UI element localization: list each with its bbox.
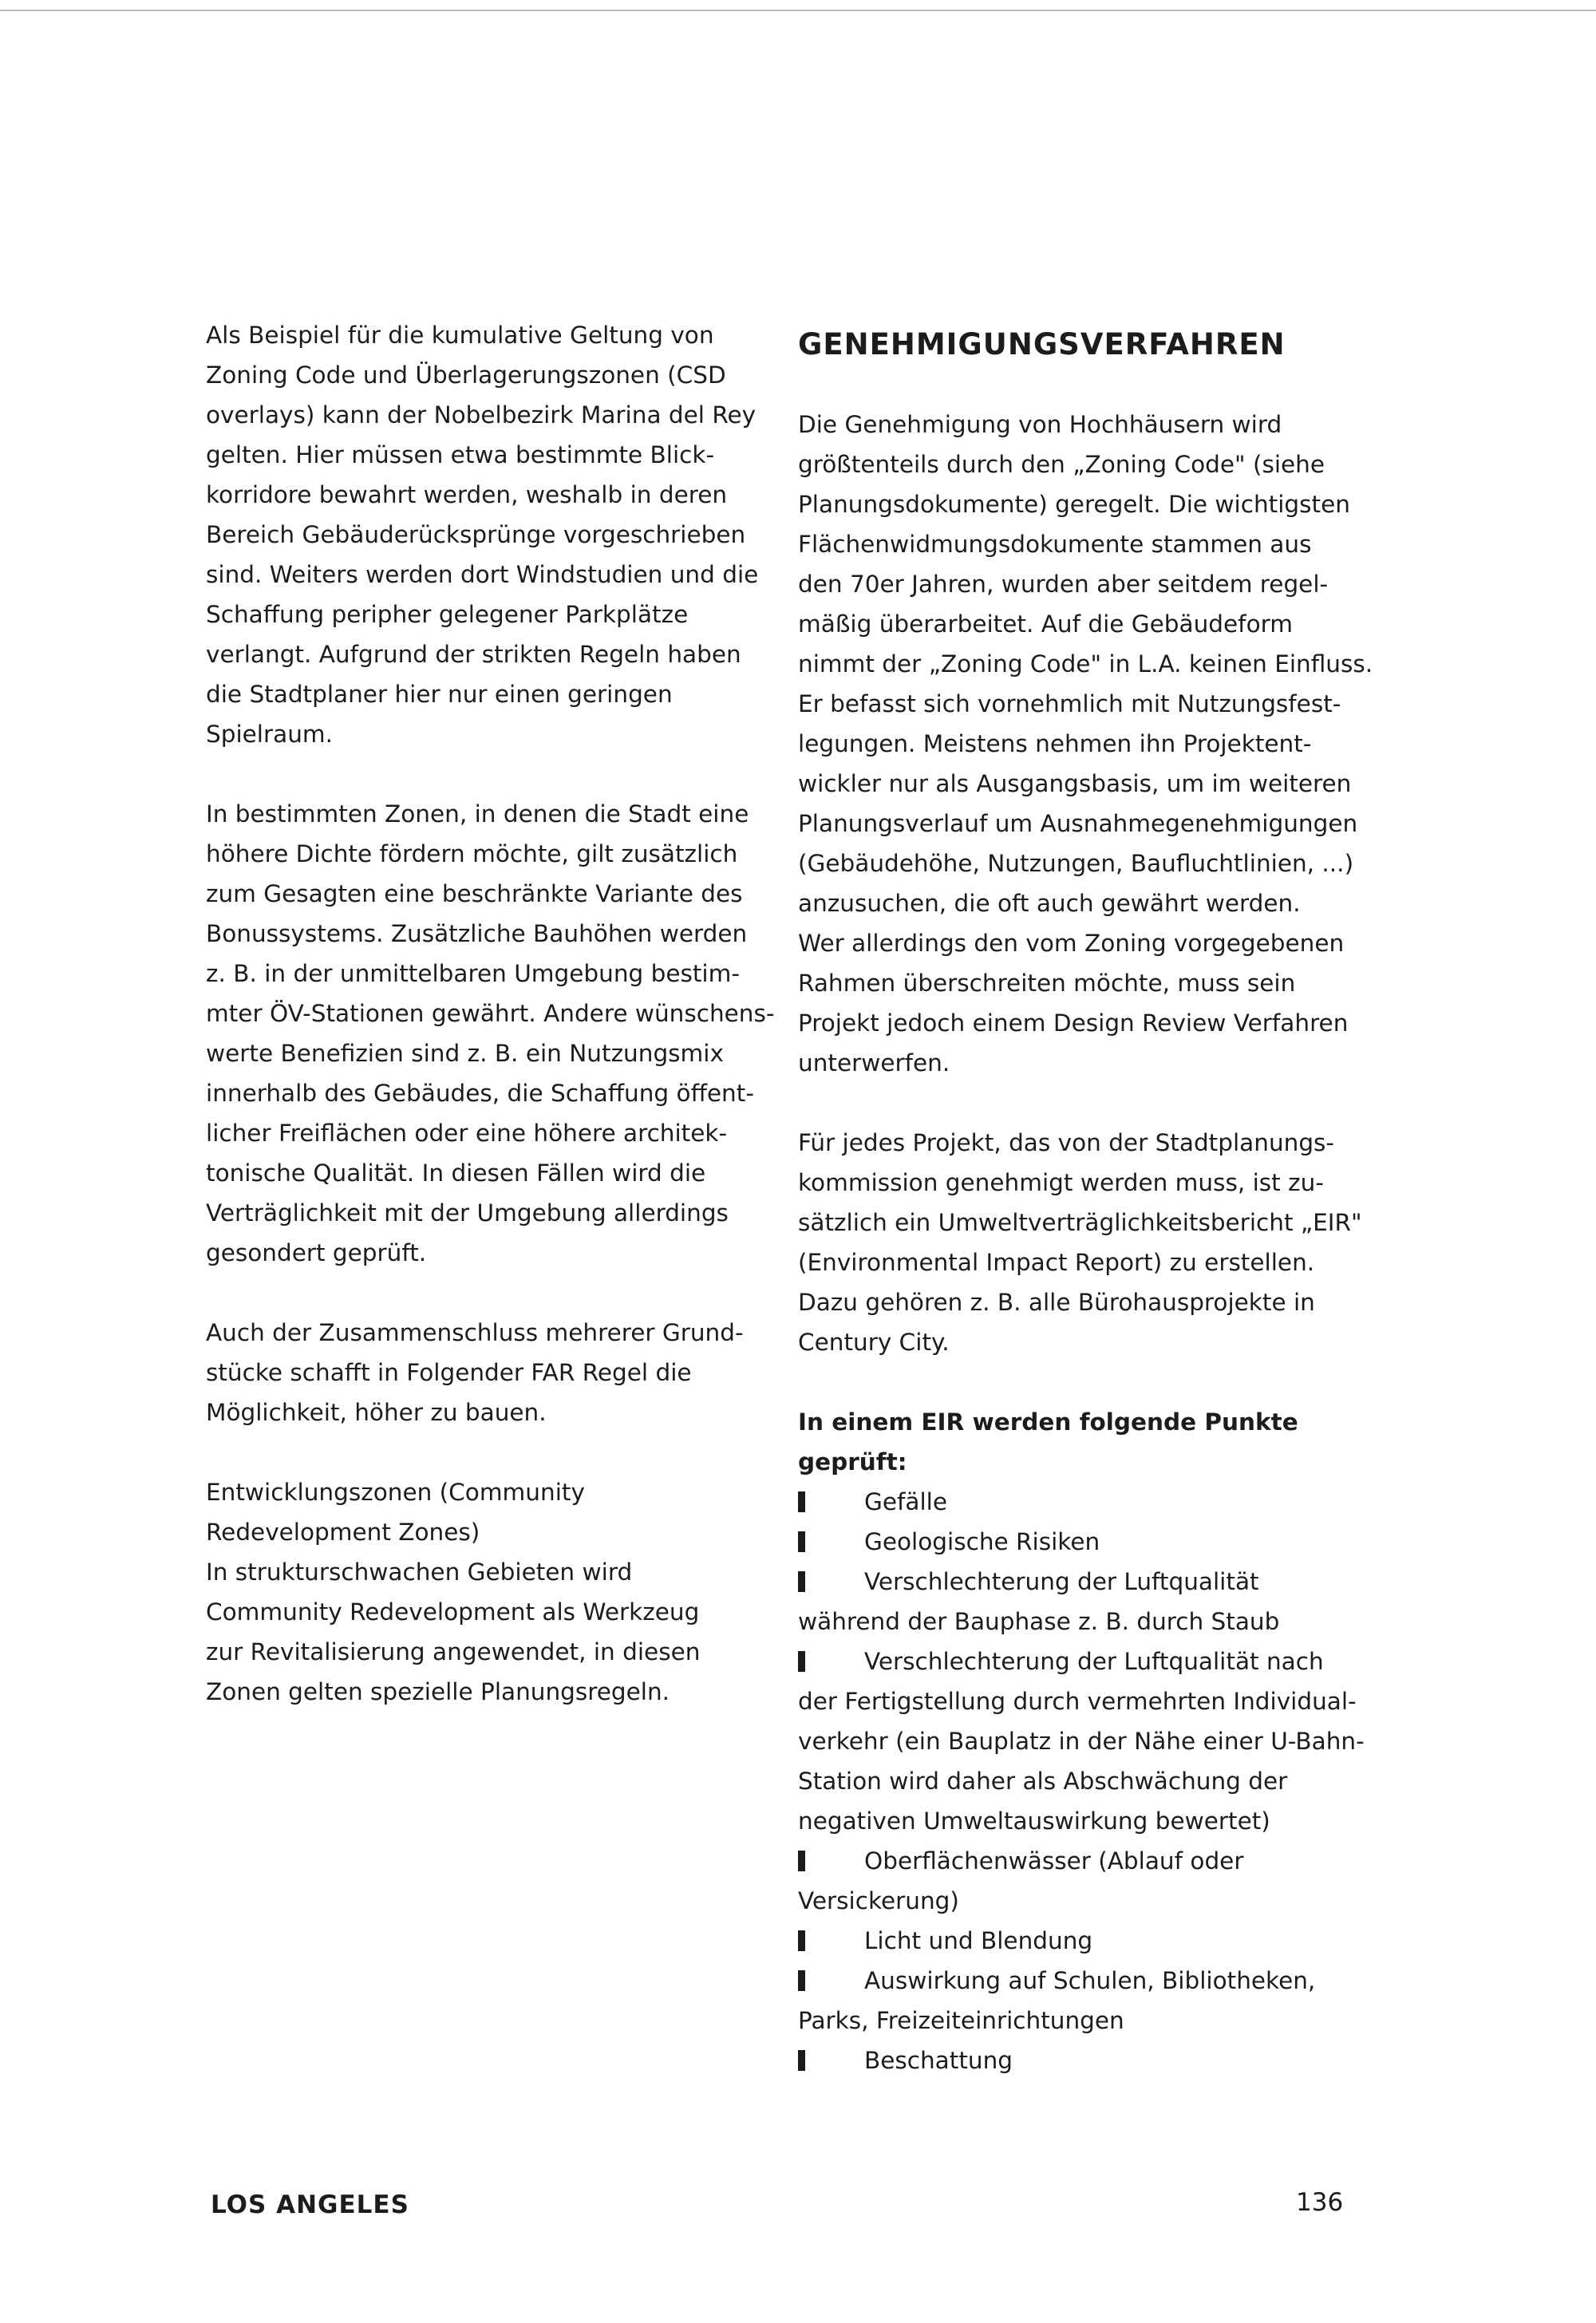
line-text: nimmt der „Zoning Code" in L.A. keinen Einfluss.	[798, 650, 1373, 678]
line-text: Planungsverlauf um Ausnahmegenehmigungen	[798, 810, 1358, 837]
list-item	[798, 2041, 1357, 2080]
section-heading: GENEHMIGUNGSVERFAHREN	[798, 327, 1286, 361]
line-text: tonische Qualität. In diesen Fällen wird die	[206, 1160, 706, 1187]
left-column	[206, 315, 775, 1712]
text-line	[206, 1552, 772, 1592]
bullet-icon	[798, 1491, 805, 1512]
text-line	[798, 564, 1357, 604]
text-line	[798, 1602, 1357, 1642]
line-text: negativen Umweltauswirkung bewertet)	[798, 1807, 1270, 1835]
text-line	[798, 444, 1357, 484]
text-line	[206, 1512, 772, 1552]
text-line	[206, 435, 772, 475]
line-text: sind. Weiters werden dort Windstudien und die	[206, 561, 759, 588]
bullet-icon	[798, 1970, 805, 1991]
line-text: In bestimmten Zonen, in denen die Stadt eine	[206, 800, 749, 828]
text-line	[206, 1113, 772, 1153]
line-text: Flächenwidmungsdokumente stammen aus	[798, 531, 1312, 558]
text-line	[798, 1123, 1357, 1163]
text-line	[798, 1642, 1357, 1681]
line-text: kommission genehmigt werden muss, ist zu-	[798, 1169, 1324, 1196]
line-text: Er befasst sich vornehmlich mit Nutzungsfest-	[798, 690, 1341, 717]
line-text: gelten. Hier müssen etwa bestimmte Blick-	[206, 441, 715, 468]
text-line	[798, 2001, 1357, 2041]
text-line	[206, 1313, 772, 1353]
line-text: größtenteils durch den „Zoning Code" (siehe	[798, 451, 1325, 478]
text-line	[206, 395, 772, 435]
text-line	[206, 794, 772, 834]
line-text: geprüft:	[798, 1448, 907, 1476]
text-line	[206, 1073, 772, 1113]
line-text: Wer allerdings den vom Zoning vorgegebenen	[798, 930, 1345, 957]
line-text: Auch der Zusammenschluss mehrerer Grund-	[206, 1319, 744, 1346]
text-line	[206, 674, 772, 714]
list-item	[798, 1562, 1357, 1642]
line-text: Station wird daher als Abschwächung der	[798, 1768, 1288, 1795]
bullet-icon	[798, 1531, 805, 1552]
text-line	[206, 1033, 772, 1073]
text-line	[206, 634, 772, 674]
line-text: In strukturschwachen Gebieten wird	[206, 1559, 633, 1586]
line-text: Auswirkung auf Schulen, Bibliotheken,	[864, 1967, 1316, 1994]
line-text: zur Revitalisierung angewendet, in diesen	[206, 1638, 701, 1665]
text-line	[798, 684, 1357, 724]
text-line	[798, 1681, 1357, 1721]
text-line	[798, 1522, 1357, 1562]
text-line	[206, 1153, 772, 1193]
line-text: verkehr (ein Bauplatz in der Nähe einer U-Bahn-	[798, 1728, 1365, 1755]
line-text: overlays) kann der Nobelbezirk Marina del Rey	[206, 401, 757, 429]
line-text: mter ÖV-Stationen gewährt. Andere wünschens-	[206, 1000, 775, 1027]
text-line	[206, 1632, 772, 1672]
text-line	[206, 595, 772, 634]
page-number: 136	[1296, 2188, 1344, 2217]
text-line	[798, 1282, 1357, 1322]
text-line	[798, 1043, 1357, 1083]
line-text: Projekt jedoch einem Design Review Verfahren	[798, 1009, 1349, 1037]
line-text: legungen. Meistens nehmen ihn Projektent-	[798, 730, 1312, 757]
text-line	[206, 1472, 772, 1512]
text-line	[798, 1482, 1357, 1522]
line-text: stücke schafft in Folgender FAR Regel die	[206, 1359, 692, 1386]
text-line	[798, 2041, 1357, 2080]
line-text: Spielraum.	[206, 721, 334, 748]
line-text: der Fertigstellung durch vermehrten Individual-	[798, 1688, 1357, 1715]
line-text: Verschlechterung der Luftqualität	[864, 1568, 1259, 1595]
line-text: Zoning Code und Überlagerungszonen (CSD	[206, 361, 726, 389]
line-text: werte Benefizien sind z. B. ein Nutzungsmix	[206, 1040, 724, 1067]
line-text: unterwerfen.	[798, 1049, 950, 1077]
text-line	[798, 1402, 1357, 1442]
line-text: In einem EIR werden folgende Punkte	[798, 1408, 1298, 1436]
text-line	[206, 315, 772, 355]
line-text: Bonussystems. Zusätzliche Bauhöhen werden	[206, 920, 748, 947]
line-text: Möglichkeit, höher zu bauen.	[206, 1399, 547, 1426]
line-text: z. B. in der unmittelbaren Umgebung bestim-	[206, 960, 741, 987]
line-text: die Stadtplaner hier nur einen geringen	[206, 681, 673, 708]
paragraph	[206, 794, 775, 1273]
text-line	[798, 843, 1357, 883]
text-line	[798, 1961, 1357, 2001]
line-text: Verschlechterung der Luftqualität nach	[864, 1648, 1324, 1675]
line-text: Verträglichkeit mit der Umgebung allerdings	[206, 1199, 729, 1227]
text-line	[798, 963, 1357, 1003]
line-text: Dazu gehören z. B. alle Bürohausprojekte in	[798, 1289, 1315, 1316]
text-line	[798, 604, 1357, 644]
text-line	[206, 1393, 772, 1432]
text-line	[798, 1163, 1357, 1203]
bullet-icon	[798, 1851, 805, 1871]
text-line	[798, 1921, 1357, 1961]
bullet-icon	[798, 1930, 805, 1951]
text-line	[798, 1721, 1365, 1761]
text-line	[798, 724, 1357, 764]
line-text: höhere Dichte fördern möchte, gilt zusätzlich	[206, 840, 738, 867]
text-line	[798, 1442, 1357, 1482]
line-text: Als Beispiel für die kumulative Geltung von	[206, 322, 714, 349]
paragraph	[798, 1123, 1362, 1362]
paragraph	[206, 1472, 772, 1712]
text-line	[206, 954, 772, 994]
top-rule	[0, 10, 1596, 11]
text-line	[798, 405, 1357, 444]
text-line	[798, 1562, 1357, 1602]
line-text: verlangt. Aufgrund der strikten Regeln haben	[206, 641, 741, 668]
line-text: Oberflächenwässer (Ablauf oder	[864, 1847, 1244, 1875]
line-text: Geologische Risiken	[864, 1528, 1100, 1555]
text-line	[798, 1322, 1357, 1362]
bullet-icon	[798, 1651, 805, 1672]
line-text: Für jedes Projekt, das von der Stadtplanungs-	[798, 1129, 1335, 1156]
list-heading	[798, 1402, 1357, 1482]
line-text: Bereich Gebäuderücksprünge vorgeschrieben	[206, 521, 746, 548]
list-item	[798, 1522, 1357, 1562]
line-text: Rahmen überschreiten möchte, muss sein	[798, 970, 1296, 997]
footer-section-title: LOS ANGELES	[211, 2191, 409, 2219]
line-text: Licht und Blendung	[864, 1927, 1093, 1954]
line-text: den 70er Jahren, wurden aber seitdem regel-	[798, 571, 1329, 598]
line-text: anzusuchen, die oft auch gewährt werden.	[798, 890, 1301, 917]
text-line	[206, 1672, 772, 1712]
line-text: Beschattung	[864, 2047, 1013, 2074]
text-line	[798, 1242, 1357, 1282]
text-line	[798, 644, 1373, 684]
line-text: Planungsdokumente) geregelt. Die wichtigsten	[798, 491, 1350, 518]
line-text: korridore bewahrt werden, weshalb in deren	[206, 481, 728, 508]
text-line	[798, 764, 1357, 804]
list-item	[798, 1642, 1365, 1841]
text-line	[206, 714, 772, 754]
text-line	[206, 1233, 772, 1273]
line-text: Zonen gelten spezielle Planungsregeln.	[206, 1678, 670, 1705]
right-column	[798, 315, 1373, 2080]
text-line	[206, 1353, 772, 1393]
text-line	[798, 804, 1357, 843]
line-text: Die Genehmigung von Hochhäusern wird	[798, 411, 1282, 438]
line-text: Entwicklungszonen (Community	[206, 1479, 585, 1506]
text-line	[798, 1801, 1357, 1841]
text-line	[206, 994, 775, 1033]
text-line	[206, 834, 772, 874]
text-line	[206, 1193, 772, 1233]
line-text: wickler nur als Ausgangsbasis, um im weiteren	[798, 770, 1352, 797]
text-line	[798, 484, 1357, 524]
line-text: licher Freiflächen oder eine höhere architek-	[206, 1120, 728, 1147]
line-text: innerhalb des Gebäudes, die Schaffung öffent-	[206, 1080, 754, 1107]
text-line	[798, 1761, 1357, 1801]
paragraph	[798, 405, 1373, 1083]
line-text: sätzlich ein Umweltverträglichkeitsbericht „EIR"	[798, 1209, 1362, 1236]
text-line	[206, 555, 772, 595]
bullet-list	[798, 1482, 1365, 2080]
text-line	[798, 1203, 1362, 1242]
text-line	[206, 1592, 772, 1632]
text-line	[798, 923, 1357, 963]
paragraph	[206, 315, 772, 754]
text-line	[798, 883, 1357, 923]
text-line	[206, 355, 772, 395]
text-line	[798, 1881, 1357, 1921]
line-text: gesondert geprüft.	[206, 1239, 427, 1266]
text-line	[798, 1841, 1357, 1881]
bullet-icon	[798, 2050, 805, 2071]
line-text: Parks, Freizeiteinrichtungen	[798, 2007, 1124, 2034]
text-line	[798, 524, 1357, 564]
list-item	[798, 1921, 1357, 1961]
text-line	[206, 515, 772, 555]
list-item	[798, 1841, 1357, 1921]
line-text: zum Gesagten eine beschränkte Variante des	[206, 880, 743, 907]
text-line	[798, 1003, 1357, 1043]
line-text: mäßig überarbeitet. Auf die Gebäudeform	[798, 610, 1293, 638]
line-text: (Environmental Impact Report) zu erstellen.	[798, 1249, 1315, 1276]
line-text: während der Bauphase z. B. durch Staub	[798, 1608, 1280, 1635]
list-item	[798, 1482, 1357, 1522]
line-text: Gefälle	[864, 1488, 948, 1515]
line-text: Century City.	[798, 1329, 950, 1356]
paragraph	[206, 1313, 772, 1432]
list-item	[798, 1961, 1357, 2041]
line-text: Community Redevelopment als Werkzeug	[206, 1598, 700, 1626]
text-line	[206, 475, 772, 515]
line-text: (Gebäudehöhe, Nutzungen, Baufluchtlinien, ...)	[798, 850, 1354, 877]
text-line	[206, 914, 772, 954]
line-text: Schaffung peripher gelegener Parkplätze	[206, 601, 689, 628]
line-text: Redevelopment Zones)	[206, 1519, 480, 1546]
text-line	[206, 874, 772, 914]
bullet-icon	[798, 1571, 805, 1592]
line-text: Versickerung)	[798, 1887, 959, 1914]
